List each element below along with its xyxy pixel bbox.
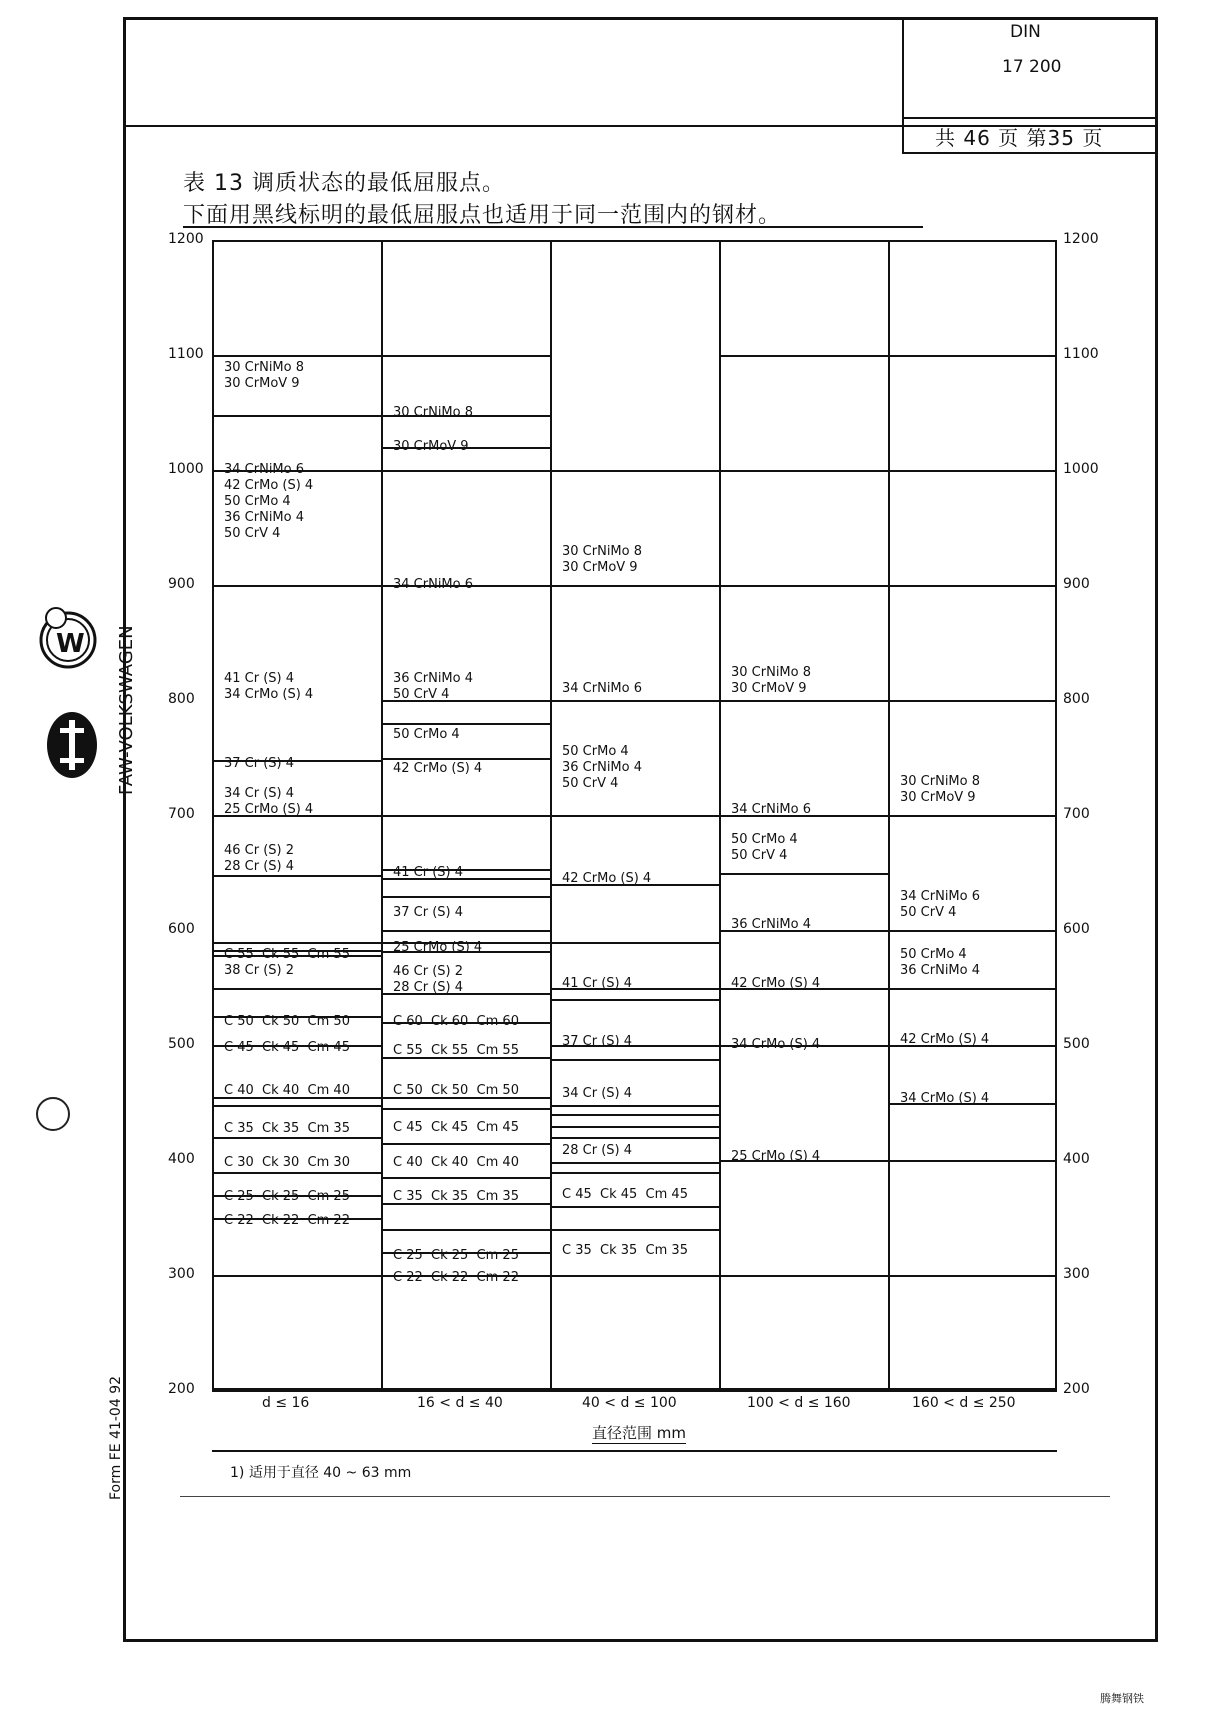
yield-line: [212, 988, 381, 990]
yield-line: [212, 875, 381, 877]
y-tick-right: 900: [1063, 576, 1090, 592]
steel-grade-label: 34 Cr (S) 4 25 CrMo (S) 4: [224, 785, 314, 817]
page-count: 共 46 页 第35 页: [935, 126, 1104, 150]
y-tick-left: 800: [168, 691, 195, 707]
steel-grade-label: 36 CrNiMo 4: [731, 916, 812, 932]
yield-line: [212, 1275, 381, 1277]
standard-name: DIN: [1010, 22, 1041, 42]
steel-grade-label: 30 CrNiMo 8: [393, 404, 474, 420]
watermark: 腾舞钢铁: [1100, 1692, 1144, 1705]
x-axis-label: 直径范围 mm: [592, 1424, 686, 1442]
y-tick-left: 700: [168, 806, 195, 822]
steel-grade-label: 30 CrMoV 9: [393, 439, 469, 455]
yield-line: [381, 1108, 550, 1110]
yield-line: [550, 815, 719, 817]
steel-grade-label: 34 Cr (S) 4: [562, 1085, 633, 1101]
steel-grade-label: 46 Cr (S) 2 28 Cr (S) 4: [224, 843, 295, 874]
yield-line: [381, 815, 550, 817]
footnote-divider: [212, 1450, 1057, 1452]
yield-line: [381, 930, 550, 932]
yield-line: [550, 999, 719, 1001]
punch-hole: [36, 1097, 70, 1131]
steel-grade-label: 37 Cr (S) 4: [562, 1033, 633, 1049]
steel-grade-label: 42 CrMo (S) 4: [393, 761, 483, 777]
y-tick-left: 1100: [168, 346, 204, 362]
steel-grade-label: 30 CrNiMo 8 30 CrMoV 9: [731, 664, 812, 696]
form-id: Form FE 41-04 92: [108, 1375, 124, 1500]
steel-grade-label: C 25 Ck 25 Cm 25: [393, 1247, 519, 1263]
svg-text:W: W: [56, 629, 85, 659]
brand-name: FAW-VOLKSWAGEN: [116, 625, 137, 795]
yield-line: [550, 1137, 719, 1139]
yield-line: [550, 470, 719, 472]
steel-grade-label: 30 CrNiMo 8 30 CrMoV 9: [224, 360, 305, 391]
y-tick-right: 400: [1063, 1151, 1090, 1167]
faw-vw-logo: [20, 600, 100, 790]
steel-grade-label: C 25 Ck 25 Cm 25: [224, 1189, 350, 1205]
yield-line: [719, 355, 888, 357]
steel-grade-label: C 40 Ck 40 Cm 40: [224, 1083, 350, 1099]
steel-grade-label: C 40 Ck 40 Cm 40: [393, 1154, 519, 1170]
footnote: 1) 适用于直径 40 ~ 63 mm: [230, 1465, 412, 1481]
range-col-5: 160 < d ≤ 250: [912, 1395, 1016, 1411]
steel-grade-label: C 50 Ck 50 Cm 50: [224, 1014, 350, 1030]
y-tick-left: 1200: [168, 231, 204, 247]
steel-grade-label: 41 Cr (S) 4: [393, 864, 464, 880]
steel-grade-label: C 35 Ck 35 Cm 35: [562, 1243, 688, 1259]
range-col-3: 40 < d ≤ 100: [582, 1395, 677, 1411]
yield-line: [719, 470, 888, 472]
steel-grade-label: 34 CrNiMo 6: [393, 577, 474, 593]
range-col-1: d ≤ 16: [262, 1395, 310, 1411]
footnote-rule: [180, 1496, 1110, 1497]
steel-grade-label: 37 Cr (S) 4: [393, 905, 464, 920]
yield-line: [381, 1229, 550, 1231]
range-col-2: 16 < d ≤ 40: [417, 1395, 503, 1411]
y-tick-left: 300: [168, 1266, 195, 1282]
table-note: 下面用黑线标明的最低屈服点也适用于同一范围内的钢材。: [183, 203, 782, 228]
yield-line: [719, 585, 888, 587]
y-tick-left: 1000: [168, 461, 204, 477]
steel-grade-label: C 45 Ck 45 Cm 45: [562, 1186, 688, 1202]
steel-grade-label: 50 CrMo 4 36 CrNiMo 4 50 CrV 4: [562, 744, 643, 792]
steel-grade-label: C 55 Ck 55 Cm 55: [393, 1043, 519, 1058]
steel-grade-label: 30 CrNiMo 8 30 CrMoV 9: [900, 774, 981, 805]
y-tick-left: 400: [168, 1151, 195, 1167]
yield-line: [550, 942, 719, 944]
yield-line: [381, 758, 550, 760]
steel-grade-label: 34 CrNiMo 6: [224, 462, 305, 478]
standard-number: 17 200: [1002, 57, 1062, 77]
yield-line: [888, 930, 1057, 932]
yield-line: [550, 585, 719, 587]
steel-grade-label: 50 CrMo 4 50 CrV 4: [731, 831, 798, 863]
table-caption: 表 13 调质状态的最低屈服点。: [183, 171, 505, 196]
steel-grade-label: C 35 Ck 35 Cm 35: [224, 1121, 350, 1137]
y-tick-left: 600: [168, 921, 195, 937]
steel-grade-label: C 55 Ck 55 Cm 55 38 Cr (S) 2: [224, 946, 350, 978]
yield-line: [550, 1229, 719, 1231]
steel-grade-label: C 22 Ck 22 Cm 22: [393, 1269, 519, 1285]
yield-line: [381, 723, 550, 725]
steel-grade-label: 34 CrMo (S) 4: [731, 1037, 821, 1053]
yield-line: [719, 873, 888, 875]
range-col-4: 100 < d ≤ 160: [747, 1395, 851, 1411]
steel-grade-label: 28 Cr (S) 4: [562, 1143, 633, 1159]
yield-line: [212, 415, 381, 417]
table-footer: [212, 1390, 1057, 1490]
y-tick-left: 900: [168, 576, 195, 592]
y-tick-right: 800: [1063, 691, 1090, 707]
yield-line: [888, 815, 1057, 817]
y-tick-left: 200: [168, 1381, 195, 1397]
yield-line: [888, 355, 1057, 357]
steel-grade-label: C 35 Ck 35 Cm 35: [393, 1189, 519, 1205]
footer-top-line: [212, 1390, 1057, 1392]
steel-grade-label: C 30 Ck 30 Cm 30: [224, 1154, 350, 1170]
y-tick-right: 200: [1063, 1381, 1090, 1397]
yield-line: [888, 470, 1057, 472]
yield-line: [888, 988, 1057, 990]
y-tick-right: 1200: [1063, 231, 1099, 247]
yield-line: [550, 1162, 719, 1164]
yield-line: [550, 1206, 719, 1208]
yield-line: [719, 1275, 888, 1277]
steel-grade-label: C 22 Ck 22 Cm 22: [224, 1213, 350, 1229]
doc-id-separator: [902, 117, 1158, 119]
steel-grade-label: C 60 Ck 60 Cm 60: [393, 1014, 519, 1030]
yield-line: [888, 1275, 1057, 1277]
yield-line: [212, 942, 381, 944]
steel-grade-label: 42 CrMo (S) 4: [900, 1031, 990, 1047]
steel-grade-label: 50 CrMo 4: [393, 726, 460, 742]
steel-grade-label: C 45 Ck 45 Cm 45: [224, 1039, 350, 1055]
steel-grade-label: 34 CrNiMo 6: [731, 801, 812, 817]
steel-grade-label: 34 CrNiMo 6: [562, 680, 643, 696]
steel-grade-label: 25 CrMo (S) 4: [731, 1148, 821, 1164]
y-tick-right: 300: [1063, 1266, 1090, 1282]
y-tick-left: 500: [168, 1036, 195, 1052]
yield-line: [550, 1275, 719, 1277]
yield-line: [550, 1105, 719, 1107]
steel-grade-label: 30 CrNiMo 8 30 CrMoV 9: [562, 544, 643, 575]
yield-line: [550, 1172, 719, 1174]
yield-line: [212, 1137, 381, 1139]
yield-line: [550, 700, 719, 702]
y-tick-right: 1100: [1063, 346, 1099, 362]
steel-grade-label: C 50 Ck 50 Cm 50: [393, 1083, 519, 1099]
steel-grade-label: 42 CrMo (S) 4: [562, 870, 652, 886]
yield-line: [381, 1177, 550, 1179]
steel-grade-label: 37 Cr (S) 4: [224, 755, 295, 771]
doc-id-bottom: [902, 152, 1158, 154]
steel-grade-label: 34 CrNiMo 6 50 CrV 4: [900, 889, 981, 920]
y-tick-right: 500: [1063, 1036, 1090, 1052]
yield-line: [550, 1059, 719, 1061]
yield-line: [381, 355, 550, 357]
steel-grade-label: 42 CrMo (S) 4 50 CrMo 4 36 CrNiMo 4 50 CrV 4: [224, 477, 314, 541]
steel-grade-label: 25 CrMo (S) 4: [393, 939, 483, 955]
yield-line: [212, 1105, 381, 1107]
y-tick-right: 1000: [1063, 461, 1099, 477]
yield-line: [212, 585, 381, 587]
steel-grade-label: 46 Cr (S) 2 28 Cr (S) 4: [393, 963, 464, 995]
steel-grade-label: 36 CrNiMo 4 50 CrV 4: [393, 670, 474, 702]
steel-grade-label: 41 Cr (S) 4: [562, 976, 633, 992]
steel-grade-label: C 45 Ck 45 Cm 45: [393, 1120, 519, 1136]
yield-line: [212, 1172, 381, 1174]
yield-line: [888, 1160, 1057, 1162]
yield-line: [719, 700, 888, 702]
y-tick-right: 700: [1063, 806, 1090, 822]
steel-grade-label: 34 CrMo (S) 4: [900, 1091, 990, 1107]
yield-line: [381, 896, 550, 898]
yield-line: [381, 1143, 550, 1145]
y-tick-right: 600: [1063, 921, 1090, 937]
table-note-underline: [183, 226, 923, 228]
yield-line: [381, 470, 550, 472]
yield-line: [550, 1126, 719, 1128]
yield-line: [212, 355, 381, 357]
steel-grade-label: 42 CrMo (S) 4: [731, 976, 821, 992]
yield-line: [550, 1114, 719, 1116]
yield-line: [888, 585, 1057, 587]
steel-grade-label: 50 CrMo 4 36 CrNiMo 4: [900, 946, 981, 978]
steel-grade-label: 41 Cr (S) 4 34 CrMo (S) 4: [224, 670, 314, 702]
yield-line: [888, 700, 1057, 702]
